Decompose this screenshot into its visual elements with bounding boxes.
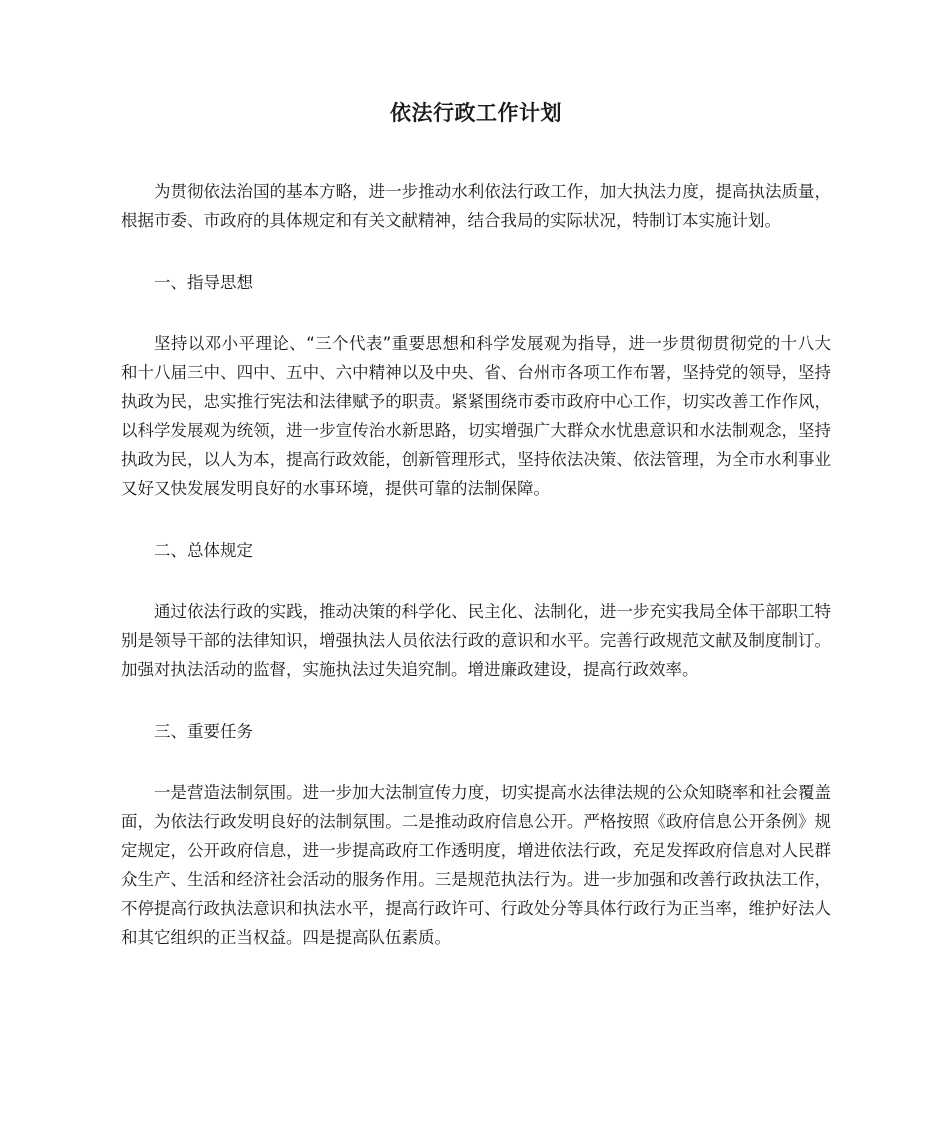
section-heading: 三、重要任务 — [154, 722, 253, 741]
section-key-tasks — [121, 717, 831, 952]
document-page — [121, 96, 831, 985]
section-body: 一是营造法制氛围。进一步加大法制宣传力度，切实提高水法律法规的公众知晓率和社会覆盖面，为依法行政发明良好的法制氛围。二是推动政府信息公开。严格按照《政府信息公开条例》规定规定，公开政府信息，进一步提高政府工作透明度，增进依法行政，充足发挥政府信息对人民群众生产、生活和经济社会活动的服务作用。三是规范执法行为。进一步加强和改善行政执法工作，不停提高行政执法意识和执法水平，提高行政许可、行政处分等具体行政行为正当率，维护好法人和其它组织的正当权益。四是提高队伍素质。 — [121, 783, 831, 947]
section-overall-requirements — [121, 536, 831, 684]
section-heading: 二、总体规定 — [154, 541, 253, 560]
section-heading: 一、指导思想 — [154, 273, 253, 292]
section-body: 通过依法行政的实践，推动决策的科学化、民主化、法制化，进一步充实我局全体干部职工特别是领导干部的法律知识，增强执法人员依法行政的意识和水平。完善行政规范文献及制度制订。加强对执法活动的监督，实施执法过失追究制。增进廉政建设，提高行政效率。 — [121, 602, 831, 679]
document-title: 依法行政工作计划 — [390, 101, 562, 125]
section-body: 坚持以邓小平理论、“三个代表”重要思想和科学发展观为指导，进一步贯彻贯彻党的十八大和十八届三中、四中、五中、六中精神以及中央、省、台州市各项工作布署，坚持党的领导，坚持执政为民，忠实推行宪法和法律赋予的职责。紧紧围绕市委市政府中心工作，切实改善工作作风，以科学发展观为统领，进一步宣传治水新思路，切实增强广大群众水忧患意识和水法制观念，坚持执政为民，以人为本，提高行政效能，创新管理形式，坚持依法决策、依法管理，为全市水利事业又好又快发展发明良好的水事环境，提供可靠的法制保障。 — [121, 334, 831, 498]
section-guiding-ideology — [121, 268, 831, 503]
intro-paragraph: 为贯彻依法治国的基本方略，进一步推动水利依法行政工作，加大执法力度，提高执法质量，根据市委、市政府的具体规定和有关文献精神，结合我局的实际状况，特制订本实施计划。 — [121, 182, 831, 230]
